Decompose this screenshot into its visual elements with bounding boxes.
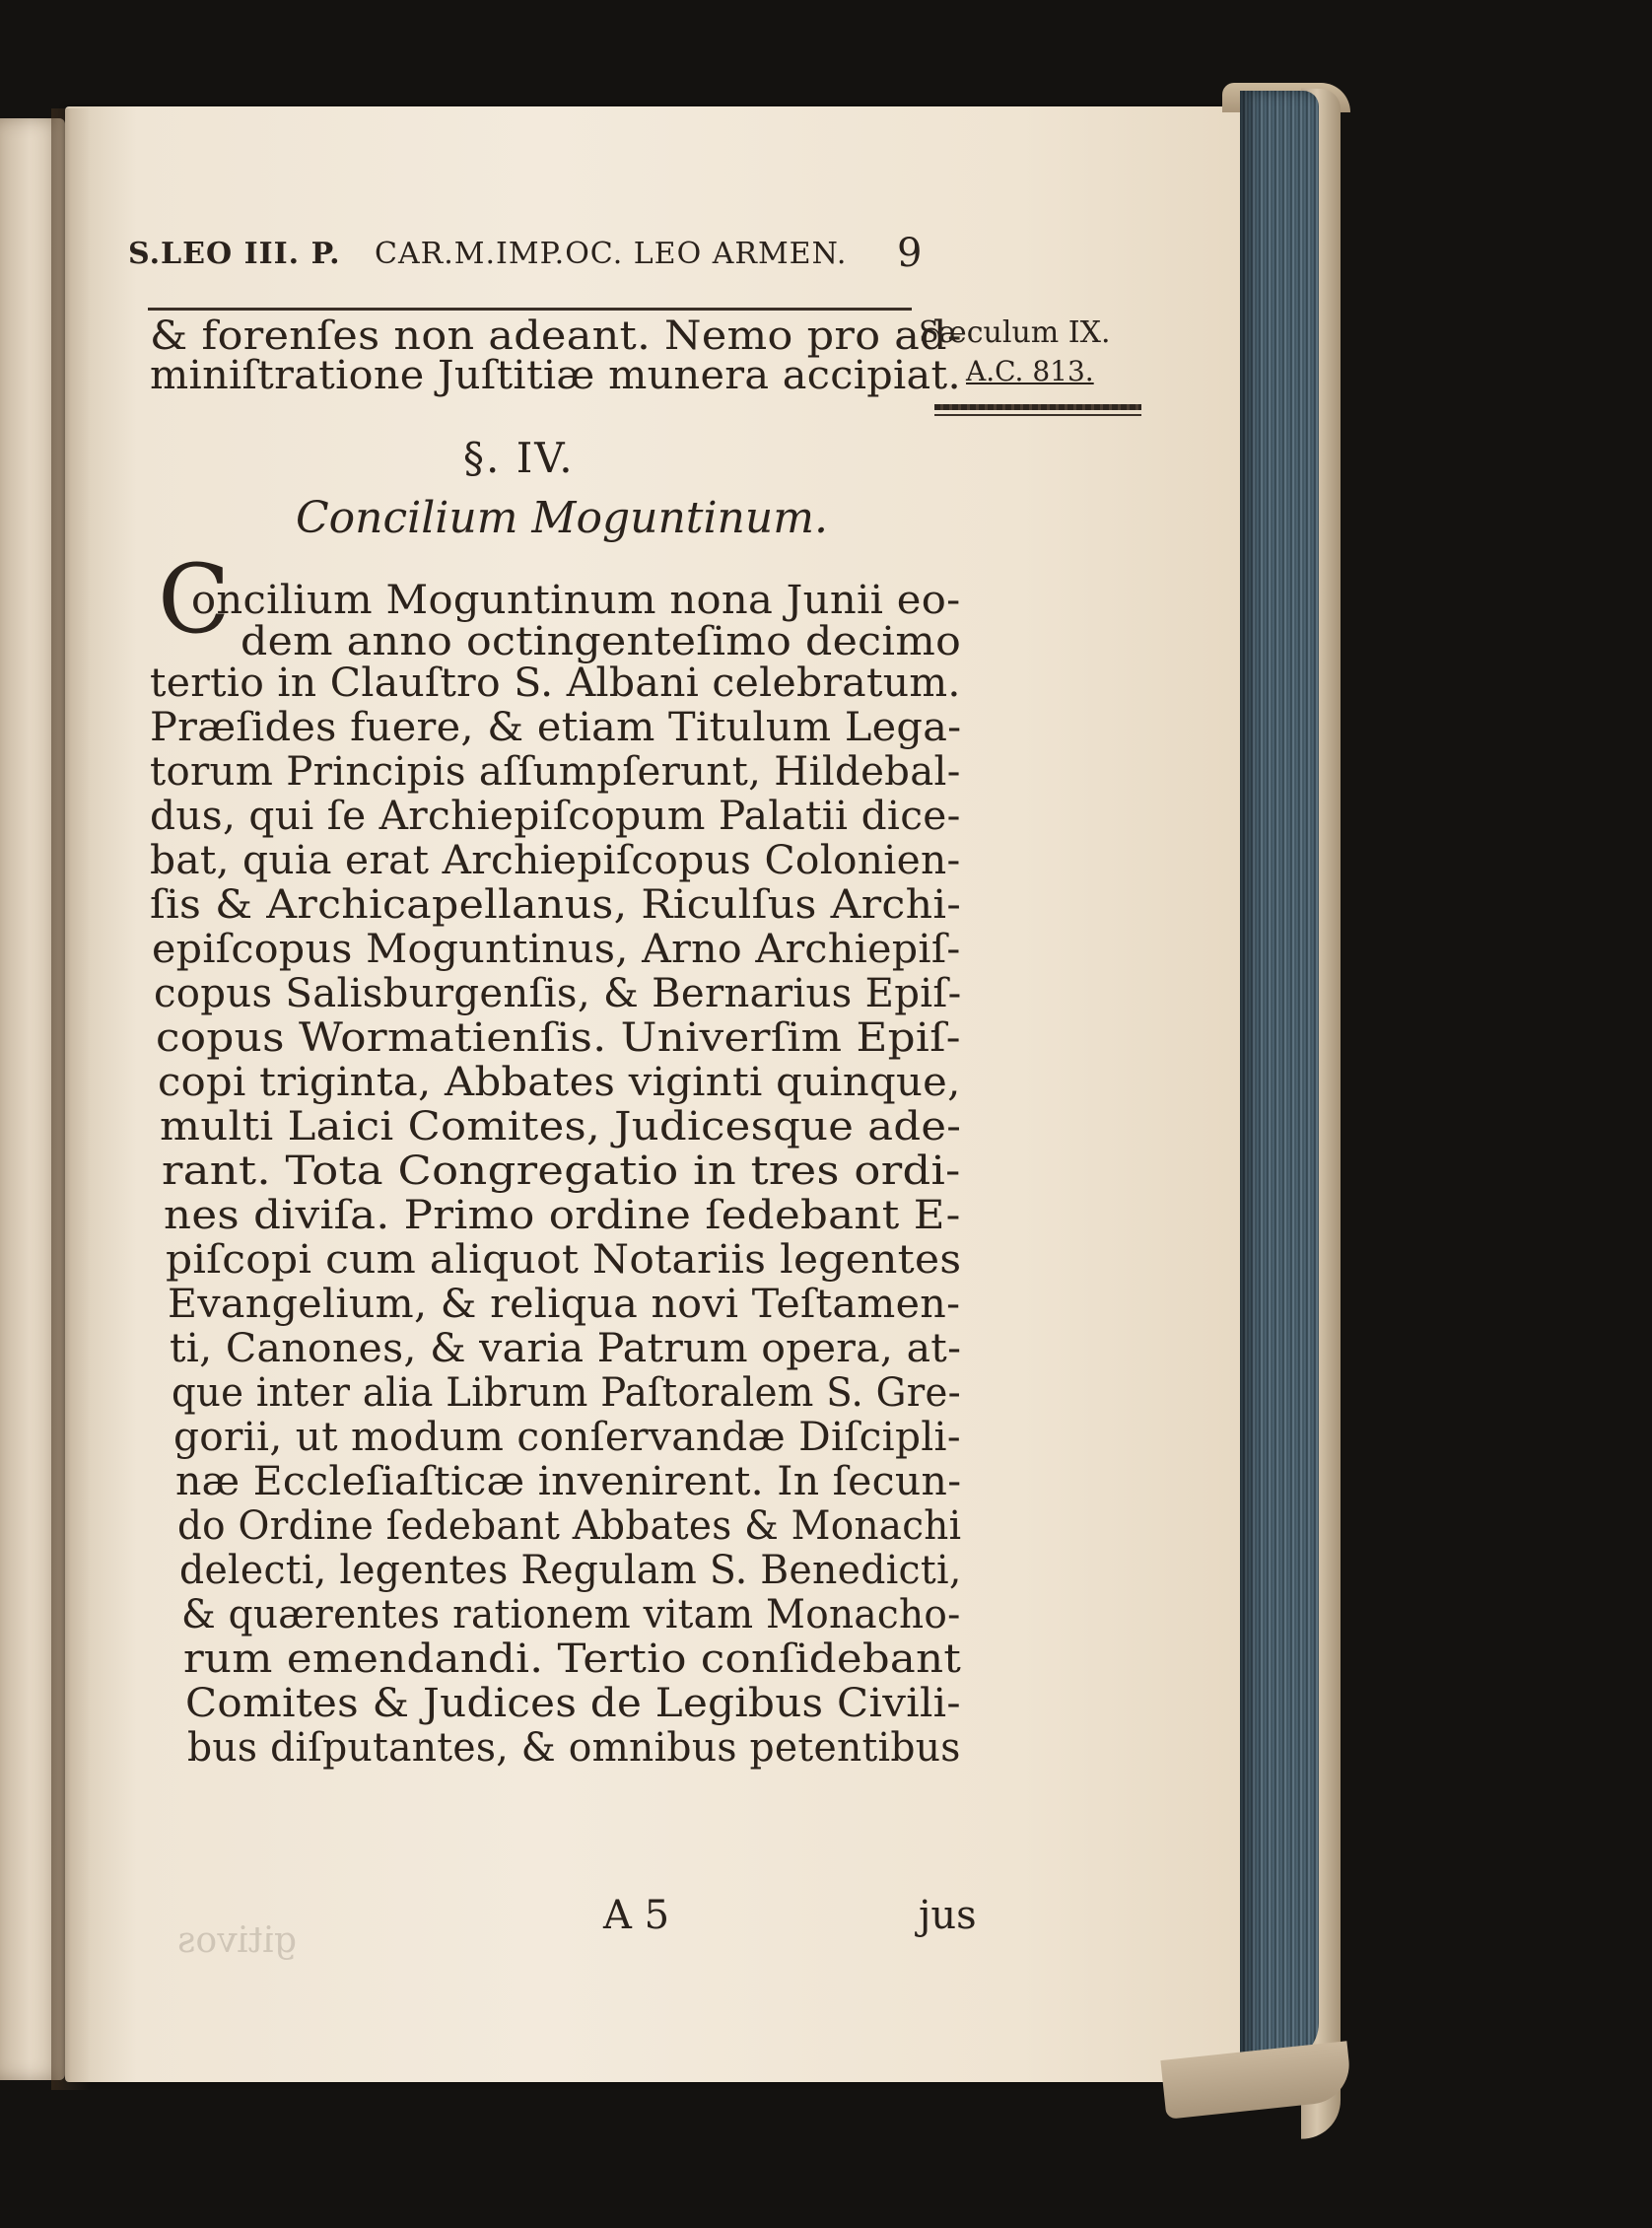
text-line: Evangelium, & reliqua novi Teſtamen- xyxy=(168,1282,961,1327)
signature-mark: A 5 xyxy=(603,1893,670,1938)
catchword: jus xyxy=(919,1893,977,1938)
page-number: 9 xyxy=(897,231,924,276)
margin-rule-thin xyxy=(934,414,1141,416)
margin-note-century: Sæculum IX. xyxy=(919,315,1111,350)
show-through-text: gitivos xyxy=(177,1920,298,1961)
page-fore-edge xyxy=(1240,91,1319,2062)
text-line: ti, Canones, & varia Patrum opera, at- xyxy=(170,1326,962,1371)
text-line: delecti, legentes Regulam S. Benedicti, xyxy=(179,1548,962,1593)
text-line: copus Wormatienſis. Univerſim Epiſ- xyxy=(156,1015,961,1061)
text-line: dem anno octingenteſimo decimo xyxy=(241,619,962,664)
text-line: & quærentes rationem vitam Monacho- xyxy=(181,1592,961,1637)
text-line: ſis & Archicapellanus, Riculſus Archi- xyxy=(150,882,962,928)
section-number: §. IV. xyxy=(463,434,575,482)
head-rule xyxy=(148,308,912,311)
text-line: miniſtratione Juſtitiæ munera accipiat. xyxy=(150,353,961,398)
text-line: dus, qui ſe Archiepiſcopum Palatii dice- xyxy=(150,794,961,839)
text-line: bat, quia erat Archiepiſcopus Colonien- xyxy=(150,838,961,883)
text-line: copus Salisburgenſis, & Bernarius Epiſ- xyxy=(154,971,962,1016)
text-line: næ Eccleſiaſticæ invenirent. In ſecun- xyxy=(175,1459,962,1504)
text-line: gorii, ut modum conſervandæ Diſcipli- xyxy=(173,1415,961,1460)
running-head-left: S.LEO III. P. xyxy=(128,237,341,271)
drop-cap: C xyxy=(158,544,231,655)
text-line: rant. Tota Congregatio in tres ordi- xyxy=(162,1149,961,1194)
margin-rule xyxy=(934,404,1141,410)
text-line: epiſcopus Moguntinus, Arno Archiepiſ- xyxy=(152,927,961,972)
text-line: copi triginta, Abbates viginti quinque, xyxy=(158,1060,961,1105)
section-title: Concilium Moguntinum. xyxy=(296,493,828,543)
text-line: do Ordine ſedebant Abbates & Monachi xyxy=(177,1503,962,1549)
text-line: rum emendandi. Tertio conſidebant xyxy=(183,1636,962,1682)
margin-note-year: A.C. 813. xyxy=(966,355,1094,387)
text-line: oncilium Moguntinum nona Junii eo- xyxy=(191,578,961,623)
running-head-center: CAR.M.IMP.OC. LEO ARMEN. xyxy=(375,237,848,271)
text-line: bus diſputantes, & omnibus petentibus xyxy=(187,1725,961,1771)
text-line: que inter alia Librum Paſtoralem S. Gre- xyxy=(172,1370,961,1416)
page-gutter-shadow xyxy=(51,108,91,2090)
running-head xyxy=(128,231,936,280)
text-line: piſcopi cum aliquot Notariis legentes xyxy=(166,1237,962,1283)
text-line: torum Principis aſſumpſerunt, Hildebal- xyxy=(150,749,961,795)
text-line: & forenſes non adeant. Nemo pro ad- xyxy=(150,313,962,359)
text-line: multi Laici Comites, Judicesque ade- xyxy=(160,1104,962,1149)
text-line: nes diviſa. Primo ordine ſedebant E- xyxy=(164,1193,961,1238)
text-line: Comites & Judices de Legibus Civili- xyxy=(185,1681,961,1726)
text-line: tertio in Clauſtro S. Albani celebratum. xyxy=(150,661,961,706)
text-line: Præſides fuere, & etiam Titulum Lega- xyxy=(150,705,962,750)
